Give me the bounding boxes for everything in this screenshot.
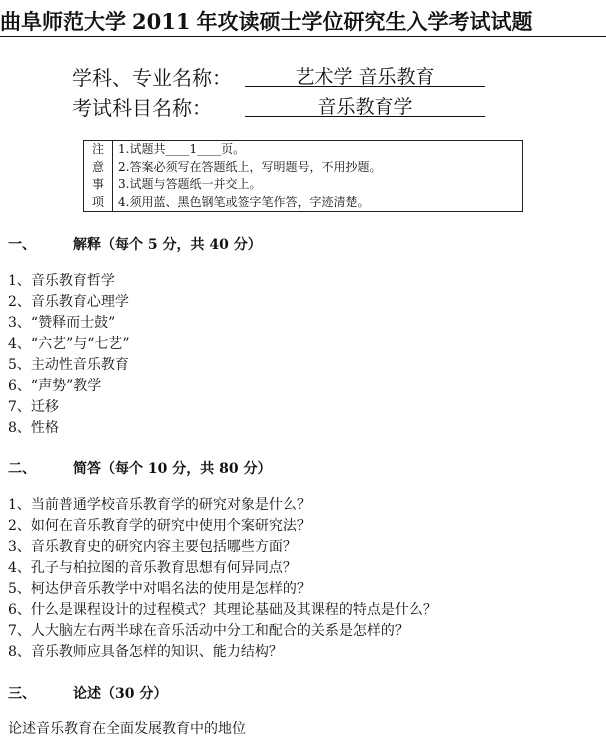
note-line: 1.试题共____1____页。 — [118, 142, 246, 156]
question-item: 8、性格 — [8, 420, 59, 436]
exam-title-suffix: 年攻读硕士学位研究生入学考试试题 — [196, 9, 533, 34]
section-number: 一、 — [8, 237, 36, 253]
question-item: 2、音乐教育心理学 — [8, 294, 129, 310]
title-underline — [0, 36, 606, 37]
note-line: 4.须用蓝、黑色钢笔或签字笔作答，字迹清楚。 — [118, 194, 370, 209]
question-item: 6、什么是课程设计的过程模式？其理论基础及其课程的特点是什么？ — [8, 602, 437, 618]
subject-line — [72, 62, 232, 91]
section-heading — [8, 234, 262, 254]
section-title: 论述（30 分） — [73, 686, 168, 702]
question-item: 8、音乐教师应具备怎样的知识、能力结构？ — [8, 644, 283, 660]
question-item: 4、孔子与柏拉图的音乐教育思想有何异同点？ — [8, 560, 297, 576]
question-item: 5、主动性音乐教育 — [8, 357, 129, 373]
section-heading — [8, 683, 167, 703]
exam-year: 2011 — [132, 9, 191, 34]
section-title: 简答（每个 10 分，共 80 分） — [73, 461, 272, 477]
note-line: 2.答案必须写在答题纸上，写明题号，不用抄题。 — [118, 159, 382, 174]
question-item: 7、人大脑左右两半球在音乐活动中分工和配合的关系是怎样的？ — [8, 623, 409, 639]
essay-question: 论述音乐教育在全面发展教育中的地位 — [8, 721, 246, 737]
subject-label: 学科、专业名称： — [72, 66, 232, 90]
question-item: 1、音乐教育哲学 — [8, 273, 115, 289]
note-line: 3.试题与答题纸一并交上。 — [118, 177, 262, 191]
exam-subject-value: 音乐教育学 — [245, 92, 485, 117]
subject-value: 艺术学 音乐教育 — [245, 62, 485, 87]
question-item: 5、柯达伊音乐教学中对唱名法的使用是怎样的？ — [8, 581, 311, 597]
question-item: 6、“声势”教学 — [8, 378, 102, 394]
question-item: 4、“六艺”与“七艺” — [8, 336, 130, 352]
university-name: 曲阜师范大学 — [0, 9, 126, 34]
question-item: 1、当前普通学校音乐教育学的研究对象是什么？ — [8, 497, 311, 513]
question-item: 3、音乐教育史的研究内容主要包括哪些方面？ — [8, 539, 297, 555]
section-heading — [8, 458, 271, 478]
question-item: 2、如何在音乐教育学的研究中使用个案研究法？ — [8, 518, 311, 534]
notes-lines — [118, 141, 518, 211]
section-number: 二、 — [8, 461, 36, 477]
notes-side-label — [84, 141, 113, 211]
section-title: 解释（每个 5 分，共 40 分） — [73, 237, 262, 253]
question-list — [8, 495, 437, 663]
notes-side-char: 注 — [91, 142, 104, 156]
notes-side-char: 事 — [91, 177, 104, 191]
exam-subject-label: 考试科目名称： — [72, 96, 212, 120]
exam-title — [0, 6, 606, 36]
notes-box — [83, 140, 523, 212]
notes-side-char: 意 — [91, 159, 104, 174]
question-item: 3、“赞释而士鼓” — [8, 315, 116, 331]
question-list — [8, 271, 130, 439]
question-item: 7、迁移 — [8, 399, 59, 415]
exam-subject-line — [72, 92, 212, 121]
notes-side-char: 项 — [91, 194, 104, 209]
section-number: 三、 — [8, 686, 36, 702]
